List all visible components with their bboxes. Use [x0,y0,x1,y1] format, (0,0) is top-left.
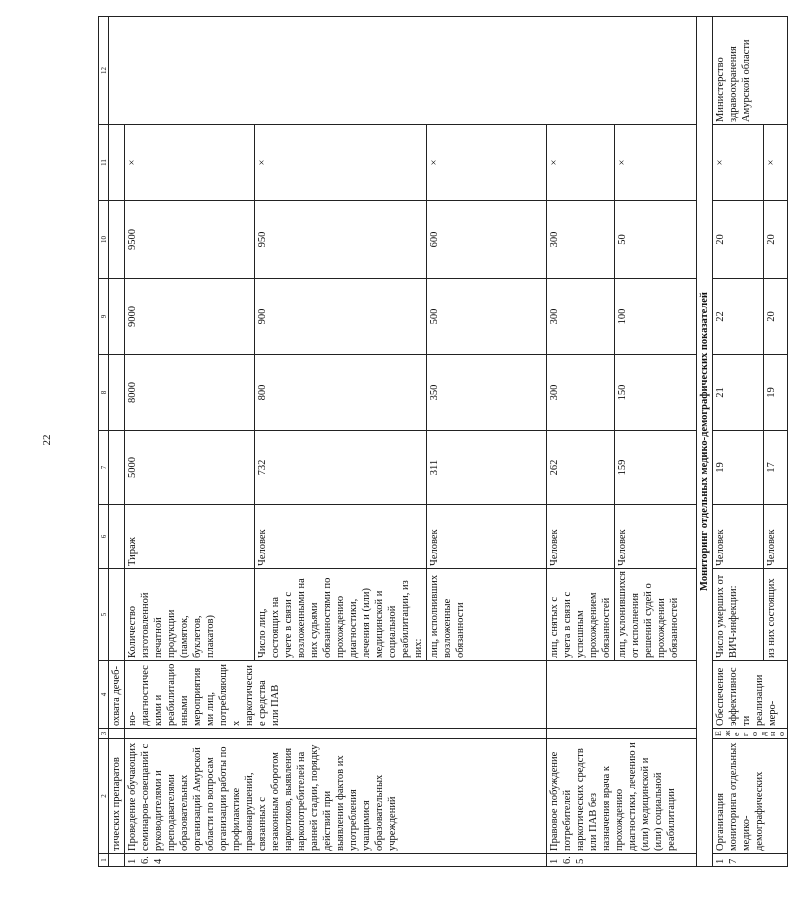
cell-value: 500 [427,279,547,355]
cell-item-name: Проведение обучающих семинаров-совещаний с руководителями и преподавателями образовательных организаций Амурской области по вопросам организации работы по профилактике правонарушений, связанных с незаконным оборотом наркотиков, выявления наркопотребителей на ранней стадии, порядку действий при выявлении фактов их употребления учащимися образовательных учреждений [125,739,547,854]
cell-item-num: 17 [713,854,788,867]
col-num: 5 [99,569,109,661]
cell-value: 600 [427,201,547,279]
table-row [713,17,764,867]
column-number-row [99,17,109,867]
cell-value: 50 [615,201,697,279]
table-row [125,17,255,867]
cell-value: 300 [547,355,615,431]
cell-executor-empty [109,17,697,125]
cell-value: 159 [615,431,697,505]
cell-value: 262 [547,431,615,505]
cell-value: 20 [764,279,788,355]
col-num: 3 [99,729,109,739]
table-row [547,17,615,867]
cell-value: × [764,125,788,201]
cell-indicator: лиц, снятых с учета в связи с успешным прохождением обязанностей [547,569,615,661]
cell-value: × [427,125,547,201]
cell-value: × [713,125,764,201]
cell-value: × [125,125,255,201]
cell-value: 17 [764,431,788,505]
cell-unit: Человек [713,505,764,569]
cell-unit: Человек [764,505,788,569]
cell-continued-name: тических препаратов [109,739,125,854]
program-table [98,16,788,867]
cell-value: 8000 [125,355,255,431]
cell-value: 732 [255,431,427,505]
col-num: 7 [99,431,109,505]
col-num: 12 [99,17,109,125]
cell-value: 300 [547,201,615,279]
col-num: 2 [99,739,109,854]
col-num: 9 [99,279,109,355]
section-row [697,17,713,867]
cell-term: Ежегодно [713,729,788,739]
cell-value: 19 [713,431,764,505]
cell-item-num: 16.4 [125,854,547,867]
cell-executor: Министерство здравоохранения Амурской области [713,17,788,125]
cell-unit: Человек [615,505,697,569]
cell-item-num: 16.5 [547,854,697,867]
col-num: 8 [99,355,109,431]
cell-value: 311 [427,431,547,505]
col-num: 10 [99,201,109,279]
cell-value: 21 [713,355,764,431]
cell-expected-result: но-диагностическими и реабилитационными мероприятиями лиц, потребляющих наркотические средства или ПАВ [125,661,547,729]
cell-indicator: из них состоящих [764,569,788,661]
cell-indicator: Число лиц, состоящих на учете в связи с возложенными на них судьями обязанностями по прохождению диагностики, лечения и (или) медицинской и социальной реабилитации, из них: [255,569,427,661]
cell-value: × [255,125,427,201]
cell-unit: Человек [255,505,427,569]
cell-indicator: Число умерших от ВИЧ-инфекции: [713,569,764,661]
cell-indicator: лиц, уклонившихся от исполнения решений судей о прохождении обязанностей [615,569,697,661]
cell-unit: Человек [547,505,615,569]
cell-item-name: Правовое побуждение потребителей наркотических средств или ПАВ без назначения врача к прохождению диагностики, лечению и (или) медицинской и (или) социальной реабилитации [547,739,697,854]
cell-value: 22 [713,279,764,355]
rotated-table-container [98,37,786,867]
cell-value: 9500 [125,201,255,279]
col-num: 6 [99,505,109,569]
cell-value: 900 [255,279,427,355]
cell-continued-col4: охвата дечеб- [109,661,125,729]
page-number: 22 [41,434,53,446]
cell-value: 300 [547,279,615,355]
cell-value: 20 [764,201,788,279]
cell-indicator: Количество изготовленной печатной продукции (памяток, буклетов, плакатов) [125,569,255,661]
cell-value: × [615,125,697,201]
col-num: 1 [99,854,109,867]
cell-value: × [547,125,615,201]
table-row [109,17,125,867]
cell-value: 800 [255,355,427,431]
cell-value: 19 [764,355,788,431]
col-num: 11 [99,125,109,201]
cell-value: 5000 [125,431,255,505]
cell-expected-result: Обеспечение эффективности реализации меро- [713,661,788,729]
section-title: Мониторинг отдельных медико-демографических показателей [697,17,713,867]
cell-value: 100 [615,279,697,355]
cell-value: 150 [615,355,697,431]
col-num: 4 [99,661,109,729]
cell-value: 9000 [125,279,255,355]
cell-item-name: Организация мониторинга отдельных медико-демографических [713,739,788,854]
cell-value: 20 [713,201,764,279]
cell-unit: Человек [427,505,547,569]
cell-value: 350 [427,355,547,431]
cell-unit: Тираж [125,505,255,569]
cell-indicator: лиц, исполнивших возложенные обязанности [427,569,547,661]
cell-value: 950 [255,201,427,279]
